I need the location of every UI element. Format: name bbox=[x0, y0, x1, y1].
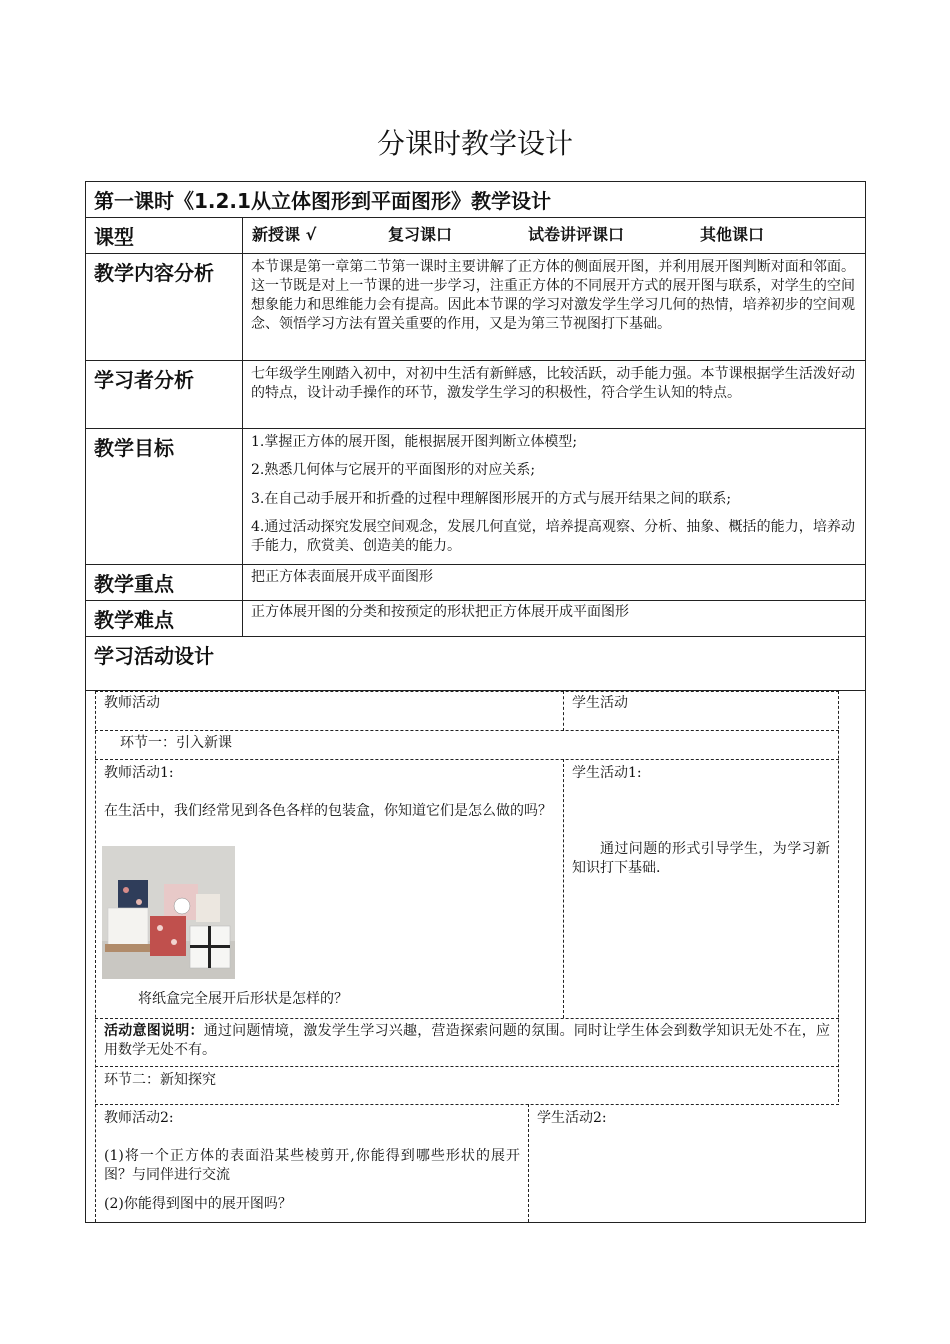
inner-divider bbox=[95, 759, 839, 760]
content-analysis-label: 教学内容分析 bbox=[94, 261, 214, 285]
inner-divider bbox=[528, 1104, 529, 1222]
inner-divider bbox=[95, 1018, 839, 1019]
content-analysis-text: 本节课是第一章第二节第一课时主要讲解了正方体的侧面展开图，并利用展开图判断对面和邻面。这一节既是对上一节课的进一步学习，注重正方体的不同展开方式的展开图与联系，对学生的空间想象能力和思维能力会有提高。因此本节课的学习对激发学生学习几何的热情，培养初步的空间观念、领悟学习方法有置关重要的作用，又是为第三节视图打下基础。 bbox=[251, 259, 855, 332]
objective-item: 2.熟悉几何体与它展开的平面图形的对应关系; bbox=[251, 462, 536, 478]
objective-item: 4.通过活动探究发展空间观念，发展几何直觉，培养提高观察、分析、抽象、概括的能力，培养动手能力，欣赏美、创造美的能力。 bbox=[251, 519, 855, 554]
inner-divider bbox=[563, 691, 564, 731]
course-type-review: 复习课口 bbox=[388, 225, 453, 244]
objective-item: 3.在自己动手展开和折叠的过程中理解图形展开的方式与展开结果之间的联系; bbox=[251, 491, 732, 507]
section2-title: 环节二：新知探究 bbox=[104, 1072, 216, 1088]
key-point-text: 把正方体表面展开成平面图形 bbox=[251, 569, 433, 585]
student-activity2-title: 学生活动2: bbox=[537, 1110, 607, 1126]
gift-boxes-photo bbox=[102, 846, 235, 979]
teacher-activity2-item: (1)将一个正方体的表面沿某些棱剪开,你能得到哪些形状的展开图？与同伴进行交流 bbox=[104, 1148, 520, 1183]
student-activity1-title: 学生活动1: bbox=[572, 765, 642, 781]
row-divider bbox=[85, 428, 866, 429]
document-title: 分课时教学设计 bbox=[376, 127, 573, 160]
inner-divider bbox=[95, 1066, 839, 1067]
inner-divider bbox=[563, 759, 564, 1018]
teacher-activity1-text: 在生活中，我们经常见到各色各样的包装盒，你知道它们是怎么做的吗？ bbox=[104, 803, 552, 819]
teacher-activity2-title: 教师活动2: bbox=[104, 1110, 174, 1126]
activity-intent bbox=[104, 1022, 830, 1060]
course-type-exam: 试卷讲评课口 bbox=[528, 225, 625, 244]
activity-design-label: 学习活动设计 bbox=[94, 644, 214, 668]
objective-item: 1.掌握正方体的展开图，能根据展开图判断立体模型; bbox=[251, 434, 578, 450]
inner-border bbox=[95, 691, 839, 692]
inner-border bbox=[838, 691, 839, 1102]
teacher-activity2-item: (2)你能得到图中的展开图吗？ bbox=[104, 1196, 292, 1212]
learner-analysis-text: 七年级学生刚踏入初中，对初中生活有新鲜感，比较活跃，动手能力强。本节课根据学生活泼好动的特点，设计动手操作的环节，激发学生学习的积极性，符合学生认知的特点。 bbox=[251, 366, 855, 401]
inner-border bbox=[95, 691, 96, 1222]
course-type-new: 新授课 √ bbox=[252, 225, 317, 244]
header-teacher-activity: 教师活动 bbox=[104, 695, 160, 711]
inner-divider bbox=[95, 730, 839, 731]
row-divider bbox=[85, 360, 866, 361]
objectives-label: 教学目标 bbox=[94, 436, 174, 460]
learner-analysis-label: 学习者分析 bbox=[94, 368, 194, 392]
section1-title: 环节一：引入新课 bbox=[120, 735, 232, 751]
row-divider bbox=[85, 253, 866, 254]
key-point-label: 教学重点 bbox=[94, 572, 174, 596]
course-type-label: 课型 bbox=[94, 225, 134, 249]
row-divider bbox=[85, 564, 866, 565]
row-divider bbox=[85, 636, 866, 637]
activity-intent-text: 通过问题情境，激发学生学习兴趣，营造探索问题的氛围。同时让学生体会到数学知识无处不在，应用数学无处不有。 bbox=[104, 1023, 831, 1058]
image-caption: 将纸盒完全展开后形状是怎样的？ bbox=[138, 991, 348, 1007]
course-type-other: 其他课口 bbox=[700, 225, 765, 244]
header-student-activity: 学生活动 bbox=[572, 695, 628, 711]
teacher-activity1-title: 教师活动1: bbox=[104, 765, 174, 781]
student-activity1-text: 通过问题的形式引导学生，为学习新知识打下基础. bbox=[572, 841, 830, 876]
row-divider bbox=[85, 217, 866, 218]
difficulty-text: 正方体展开图的分类和按预定的形状把正方体展开成平面图形 bbox=[251, 604, 629, 620]
lesson-title: 第一课时《1.2.1从立体图形到平面图形》教学设计 bbox=[94, 189, 551, 213]
inner-divider bbox=[95, 1104, 839, 1105]
column-divider bbox=[242, 217, 243, 636]
row-divider bbox=[85, 600, 866, 601]
activity-intent-label: 活动意图说明： bbox=[104, 1023, 204, 1039]
difficulty-label: 教学难点 bbox=[94, 608, 174, 632]
